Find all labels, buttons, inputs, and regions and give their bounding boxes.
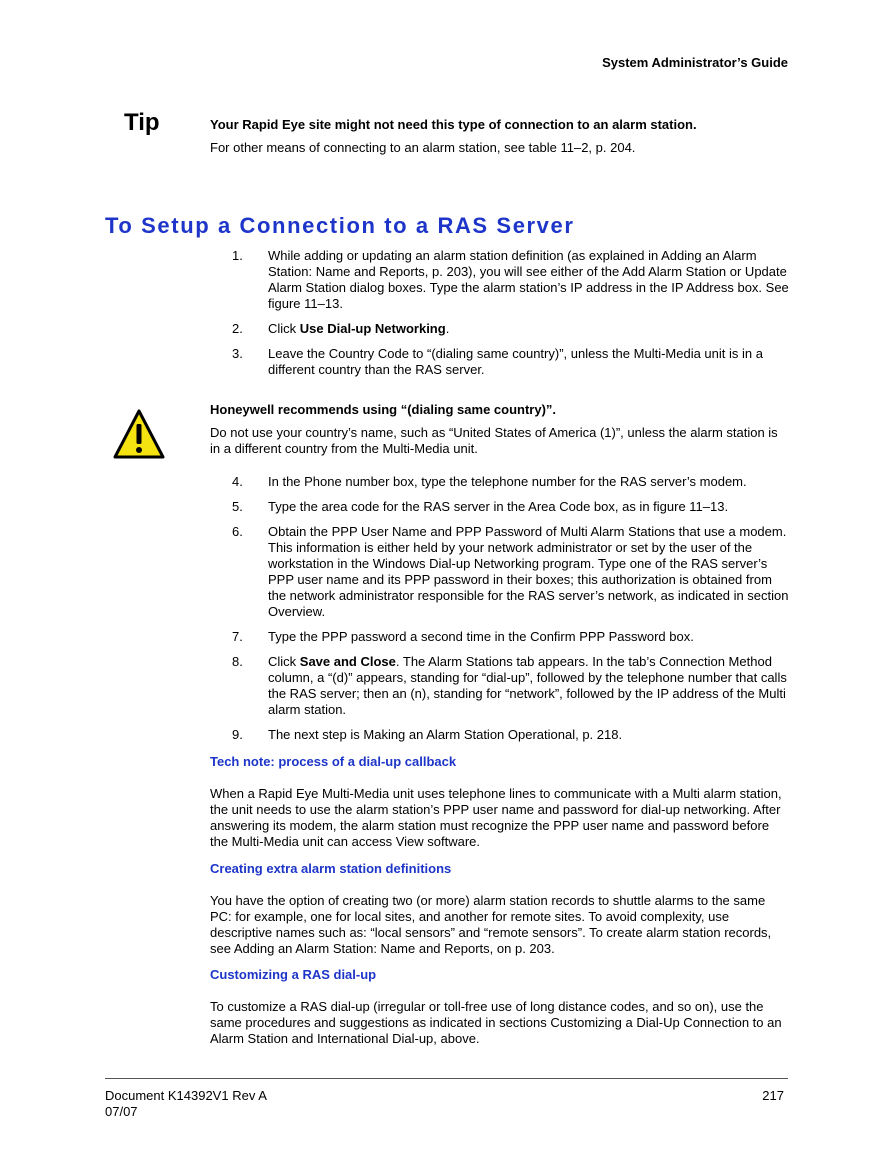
step-item xyxy=(210,524,790,620)
step-item xyxy=(210,321,790,337)
step-item xyxy=(210,499,790,515)
ui-term: Save and Close xyxy=(299,654,396,669)
step-text: . xyxy=(445,321,450,336)
step-text: The next step is Making an Alarm Station Operational, p. 218. xyxy=(268,727,623,742)
tip-text: For other means of connecting to an alarm station, see table 11–2, p. 204. xyxy=(210,140,636,155)
note-title: Tech note: process of a dial-up callback xyxy=(210,754,457,769)
running-header: System Administrator’s Guide xyxy=(602,55,788,70)
step-text: Leave the Country Code to “(dialing same country)”, unless the Multi-Media unit is in a different country than the RAS server. xyxy=(268,346,763,377)
footer-date: 07/07 xyxy=(105,1104,138,1119)
step-number: 5. xyxy=(232,499,243,514)
step-text: While adding or updating an alarm station definition (as explained in Adding an Alarm Station: Name and Reports, p. 203), you will see either of the Add Alarm Station or Update Alarm Station dialog boxes. Type the alarm station’s IP address in the IP Address box. See figure 11–13. xyxy=(268,248,789,311)
tip-bold-text: Your Rapid Eye site might not need this type of connection to an alarm station. xyxy=(210,117,697,132)
step-text: Obtain the PPP User Name and PPP Password of Multi Alarm Stations that use a modem. This information is either held by your network administrator or set by the user of the workstation in the Windows Dial-up Networking program. Type one of the RAS server’s PPP user name and its PPP password in their boxes; this authorization is obtained from the network administrator responsible for the RAS server’s network, as indicated in section Overview. xyxy=(268,524,789,619)
step-text: Type the PPP password a second time in the Confirm PPP Password box. xyxy=(268,629,694,644)
note-text: To customize a RAS dial-up (irregular or toll-free use of long distance codes, and so on), use the same procedures and suggestions as indicated in sections Customizing a Dial-Up Connection to an Alarm Station and International Dial-up, above. xyxy=(210,999,782,1046)
step-text: Type the area code for the RAS server in the Area Code box, as in figure 11–13. xyxy=(268,499,729,514)
step-text: Click xyxy=(268,654,300,669)
warning-text: Do not use your country’s name, such as “United States of America (1)”, unless the alarm station is in a different country from the Multi-Media unit. xyxy=(210,425,778,456)
step-number: 8. xyxy=(232,654,243,669)
step-item xyxy=(210,727,790,743)
note-text: When a Rapid Eye Multi-Media unit uses telephone lines to communicate with a Multi alarm station, the unit needs to use the alarm station’s PPP user name and password for dial-up networking. After answering its modem, the alarm station must recognize the PPP user name and password before the Multi-Media unit can access View software. xyxy=(210,786,782,849)
step-item xyxy=(210,474,790,490)
note-title: Creating extra alarm station definitions xyxy=(210,861,452,876)
tip-label: Tip xyxy=(124,109,160,136)
step-item xyxy=(210,654,790,718)
step-number: 3. xyxy=(232,346,243,361)
step-number: 2. xyxy=(232,321,243,336)
footer-divider xyxy=(105,1078,788,1079)
step-number: 6. xyxy=(232,524,243,539)
section-heading: To Setup a Connection to a RAS Server xyxy=(105,213,575,238)
step-number: 9. xyxy=(232,727,243,742)
step-item xyxy=(210,248,790,312)
page-number: 217 xyxy=(762,1088,784,1103)
step-item xyxy=(210,629,790,645)
step-number: 1. xyxy=(232,248,243,263)
footer-document-info xyxy=(105,1088,267,1120)
note-text: You have the option of creating two (or more) alarm station records to shuttle alarms to the same PC: for example, one for local sites, and another for remote sites. To avoid complexity, use descriptive names such as: “local sensors” and “remote sensors”. To create alarm station records, see Adding an Alarm Station: Name and Reports, on p. 203. xyxy=(210,893,772,956)
ui-term: Use Dial-up Networking xyxy=(299,321,446,336)
step-text: . The Alarm Stations tab appears. In the tab’s Connection Method column, a “(d)” appears, standing for “dial-up”, followed by the telephone number that calls the RAS server; then an (n), standing for “network”, followed by the IP address of the Multi alarm station. xyxy=(268,654,787,717)
note-title: Customizing a RAS dial-up xyxy=(210,967,377,982)
step-text: In the Phone number box, type the telephone number for the RAS server’s modem. xyxy=(268,474,747,489)
step-text: Click xyxy=(268,321,300,336)
warning-bold-text: Honeywell recommends using “(dialing same country)”. xyxy=(210,402,557,417)
step-item xyxy=(210,346,790,378)
step-number: 4. xyxy=(232,474,243,489)
footer-document-id: Document K14392V1 Rev A xyxy=(105,1088,267,1103)
warning-triangle-icon xyxy=(112,408,166,460)
step-number: 7. xyxy=(232,629,243,644)
